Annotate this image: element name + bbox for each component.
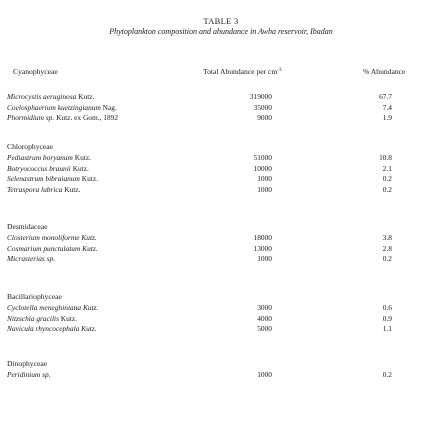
total-abundance-cell: 1000 <box>257 254 272 263</box>
table-row <box>0 303 442 314</box>
percent-abundance-cell: 2.1 <box>382 163 392 173</box>
species-authority: Kutz. <box>70 163 89 173</box>
percent-abundance-cell: 0.2 <box>382 174 392 183</box>
table-row <box>0 254 442 265</box>
species-name <box>7 314 77 323</box>
group-title: Chlorophyceae <box>7 142 53 151</box>
species-name <box>7 233 97 242</box>
table-row <box>0 314 442 325</box>
header-total-abundance <box>203 67 282 76</box>
total-abundance-cell: 3000 <box>257 303 272 312</box>
table-row <box>0 244 442 255</box>
percent-abundance-cell: 3.8 <box>382 233 392 242</box>
species-name <box>7 153 91 162</box>
species-authority: Kutz. <box>76 92 95 101</box>
header-total-superscript: -3 <box>277 68 282 73</box>
group-title: Dinophyceae <box>7 359 48 368</box>
species-name <box>7 113 118 122</box>
percent-abundance-cell: 0.9 <box>382 313 392 323</box>
table-row <box>0 92 442 103</box>
table-row <box>0 164 442 175</box>
species-name <box>7 103 117 112</box>
table-row <box>0 174 442 185</box>
total-abundance-cell: 9000 <box>257 113 272 122</box>
total-abundance-cell: 35000 <box>253 102 272 112</box>
species-binomial: Nitzschia gracilis <box>7 313 59 323</box>
percent-abundance-cell: 10.8 <box>379 153 392 162</box>
species-authority: Kutz. <box>58 313 78 323</box>
species-name <box>7 370 51 379</box>
species-binomial: Cosmarium punctulatum Kutz. <box>7 243 98 253</box>
table-row <box>0 113 442 124</box>
table-row <box>0 185 442 196</box>
table-row <box>0 324 442 335</box>
percent-abundance-cell: 0.2 <box>382 370 392 379</box>
total-abundance-cell: 1000 <box>257 184 272 194</box>
table-caption: Phytoplankton composition and abundance in Awba reservoir, Ibadan <box>109 27 333 36</box>
percent-abundance-cell: 1.1 <box>382 324 392 333</box>
group-title: Bacillariophyceae <box>7 292 62 301</box>
percent-abundance-cell: 2.8 <box>382 243 392 253</box>
total-abundance-cell: 13000 <box>253 243 272 253</box>
total-abundance-cell: 4000 <box>257 313 272 323</box>
species-authority: Nag. <box>100 102 117 112</box>
species-binomial: Pediastrum boryanum <box>7 153 73 162</box>
percent-abundance-cell: 0.6 <box>382 303 392 312</box>
species-binomial: Microcystis aeruginosa <box>7 92 77 101</box>
species-binomial: Botryococcus braunii <box>7 163 71 173</box>
species-name <box>7 164 89 173</box>
species-binomial: Cyclotella meneghiniana Kutz. <box>7 303 99 312</box>
species-authority: Kutz. ex Gom., 1892 <box>54 113 119 122</box>
percent-abundance-cell: 1.9 <box>382 113 392 122</box>
species-binomial: Coelosphaerium kuetzingianum <box>7 102 101 112</box>
species-name <box>7 254 55 263</box>
species-binomial: Selenastrum bibraianum <box>7 174 80 183</box>
total-abundance-cell: 319000 <box>249 92 272 101</box>
species-name <box>7 174 98 183</box>
total-abundance-cell: 10000 <box>253 163 272 173</box>
species-binomial: Micrasterias sp. <box>7 254 56 263</box>
species-name <box>7 185 80 194</box>
species-binomial: Peridinium sp. <box>7 370 51 379</box>
percent-abundance-cell: 0.2 <box>382 184 392 194</box>
header-percent-abundance: % Abundance <box>363 67 406 76</box>
species-name <box>7 324 97 333</box>
total-abundance-cell: 18000 <box>253 233 272 242</box>
table-row <box>0 370 442 381</box>
species-authority: Kutz. <box>79 174 98 183</box>
percent-abundance-cell: 7.4 <box>382 102 392 112</box>
percent-abundance-cell: 67.7 <box>379 92 392 101</box>
species-name <box>7 303 98 312</box>
species-binomial: Tetraspora lubrica <box>7 184 63 194</box>
species-binomial: Closterium monoliforme Kutz. <box>7 233 97 242</box>
total-abundance-cell: 1000 <box>257 174 272 183</box>
percent-abundance-cell: 0.2 <box>382 254 392 263</box>
species-name <box>7 244 98 253</box>
species-binomial: Phormidium sp. <box>7 113 55 122</box>
total-abundance-cell: 51000 <box>253 153 272 162</box>
table-row <box>0 103 442 114</box>
header-total-text: Total Abundance per cm <box>203 67 278 76</box>
total-abundance-cell: 5000 <box>257 324 272 333</box>
species-authority: Kutz. <box>62 184 81 194</box>
species-name <box>7 92 94 101</box>
table-row <box>0 233 442 244</box>
table-label: TABLE 3 <box>203 16 239 26</box>
header-cyanophyceae: Cyanophyceae <box>13 67 58 76</box>
species-authority: Kutz. <box>72 153 91 162</box>
total-abundance-cell: 1000 <box>257 370 272 379</box>
species-binomial: Navicula rhyncocephala Kutz. <box>7 324 97 333</box>
group-title: Desmidaceae <box>7 222 48 231</box>
table-row <box>0 153 442 164</box>
